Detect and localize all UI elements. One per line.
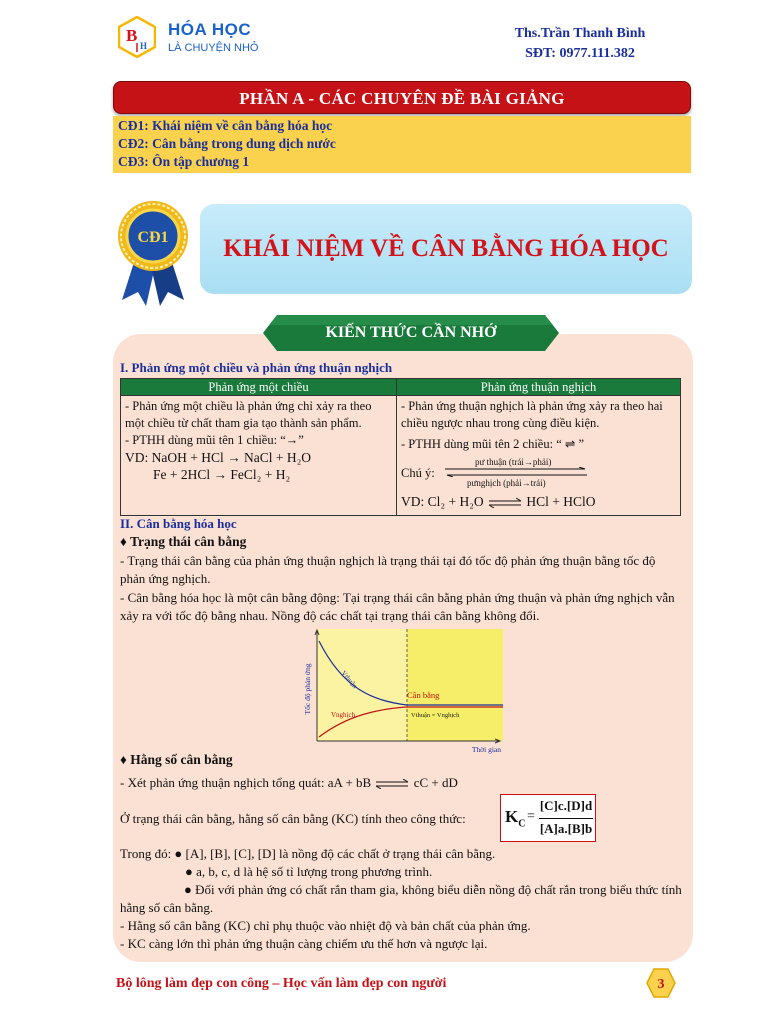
logo-text (168, 20, 258, 54)
subsection-equilibrium-constant: ♦ Hằng số cân bằng (120, 752, 233, 767)
reversible-arrow-note: - PTHH dùng mũi tên 2 chiều: “ ⇌ ” (401, 437, 585, 451)
chapter-badge: CĐ1 (137, 229, 169, 246)
chapter-title: KHÁI NIỆM VỀ CÂN BẰNG HÓA HỌC (223, 235, 669, 262)
one-way-example-1: VD: NaOH + HCl → NaCl + H₂O (125, 450, 312, 465)
equilibrium-arrow-icon (487, 498, 523, 508)
footer-slogan: Bộ lông làm đẹp con công – Học vấn làm đẹp con người (116, 976, 447, 991)
general-reaction-left: - Xét phản ứng thuận nghịch tổng quát: aA + bB (120, 775, 372, 790)
one-way-example-2: Fe + 2HCl → FeCl₂ + H₂ (153, 467, 291, 482)
kc-magnitude: - KC càng lớn thì phản ứng thuận càng chiếm ưu thế hơn và ngược lại. (120, 936, 488, 951)
chart-label-forward: Vthuận (339, 669, 359, 691)
one-way-arrow-note: - PTHH dùng mũi tên 1 chiều: “→” (125, 433, 304, 447)
author-info (500, 24, 660, 64)
medal-icon (112, 196, 194, 308)
chart-equilibrium-region (407, 629, 503, 741)
equilibrium-arrow-icon (374, 779, 410, 789)
kc-dependence: - Hằng số cân bằng (KC) chỉ phụ thuộc vào nhiệt độ và bản chất của phản ứng. (120, 918, 531, 933)
section-1-title: I. Phản ứng một chiều và phản ứng thuận nghịch (120, 360, 393, 375)
page-number-badge (646, 968, 676, 998)
chart-label-reverse: Vnghịch (331, 711, 356, 719)
author-name: Ths.Trần Thanh Bình (514, 26, 646, 41)
chart-label-equilibrium: Cân bằng (407, 690, 440, 700)
logo-subtitle: LÀ CHUYỆN NHỎ (168, 42, 259, 54)
kc-symbol: $K_C$ (505, 807, 526, 830)
table-header-one-way: Phản ứng một chiều (121, 379, 397, 396)
reversible-example (401, 493, 676, 510)
reaction-table (120, 378, 681, 516)
subsection-equilibrium-state: ♦ Trạng thái cân bằng (120, 534, 247, 549)
chart-ylabel: Tốc độ phản ứng (303, 663, 312, 715)
general-reaction-right: cC + dD (413, 775, 458, 790)
knowledge-banner: KIẾN THỨC CẦN NHỚ (325, 324, 497, 341)
note-label: Chú ý: (401, 466, 435, 480)
rate-time-chart (303, 629, 503, 755)
author-phone: SĐT: 0977.111.382 (525, 46, 635, 61)
dynamic-equilibrium-text: - Cân bằng hóa học là một cân bằng động: Tại trạng thái cân bằng phản ứng thuận và phản ứng nghịch vẫn xảy ra với tốc độ bằng nhau. Nồng độ các chất tại trạng thái cân bằng không đổi. (120, 590, 675, 623)
kc-formula-text: Ở trạng thái cân bằng, hằng số cân bằng (KC) tính theo công thức: (120, 811, 466, 826)
reversible-note (401, 459, 676, 487)
where-line-2: ● a, b, c, d là hệ số tỉ lượng trong phương trình. (185, 864, 433, 879)
chart-xlabel: Thời gian (471, 745, 501, 754)
page-number: 3 (657, 977, 665, 992)
one-way-definition: - Phản ứng một chiều là phản ứng chỉ xảy ra theo một chiều từ chất tham gia tạo thành sản phẩm. (125, 399, 372, 430)
logo-letter-b: B (126, 26, 138, 45)
where-line-3: ● Đối với phản ứng có chất rắn tham gia, không biểu diễn nồng độ chất rắn trong biểu thức tính hằng số cân bằng. (120, 882, 682, 915)
part-banner: PHẦN A - CÁC CHUYÊN ĐỀ BÀI GIẢNG (113, 81, 691, 114)
reversible-definition: - Phản ứng thuận nghịch là phản ứng xảy ra theo hai chiều ngược nhau trong cùng điều kiện. (401, 399, 663, 430)
topic-item: CĐ2: Cân bằng trong dung dịch nước (118, 136, 336, 151)
table-cell-one-way (121, 396, 397, 516)
table-header-reversible: Phản ứng thuận nghịch (397, 379, 681, 396)
logo-title: HÓA HỌC (168, 20, 252, 39)
general-reaction (120, 774, 682, 792)
logo-icon (118, 16, 156, 58)
chart-label-equal-rates: Vthuận = Vnghịch (411, 712, 460, 719)
kc-numerator: [C]c.[D]d (539, 798, 593, 813)
kc-formula-box: $K_C$ = [C]c.[D]d [A]a.[B]b (500, 794, 596, 842)
topic-item: CĐ1: Khái niệm về cân bằng hóa học (118, 118, 333, 133)
where-line-1: Trong đó: ● [A], [B], [C], [D] là nồng độ các chất ở trạng thái cân bằng. (120, 846, 496, 861)
reversible-example-right: HCl + HClO (526, 494, 596, 509)
note-reverse: pưnghịch (phải→trái) (467, 478, 546, 488)
logo-letter-h: H (140, 41, 148, 51)
reversible-example-left: VD: Cl₂ + H₂O (401, 494, 484, 509)
topic-list (113, 116, 691, 173)
note-forward: pư thuận (trái→phải) (475, 457, 552, 467)
section-2-title: II. Cân bằng hóa học (120, 516, 237, 531)
table-cell-reversible (397, 396, 681, 516)
equilibrium-definition: - Trạng thái cân bằng của phản ứng thuận nghịch là trạng thái tại đó tốc độ phản ứng thuận bằng tốc độ phản ứng nghịch. (120, 553, 656, 586)
topic-item: CĐ3: Ôn tập chương 1 (118, 154, 250, 169)
kc-denominator: [A]a.[B]b (539, 821, 593, 836)
